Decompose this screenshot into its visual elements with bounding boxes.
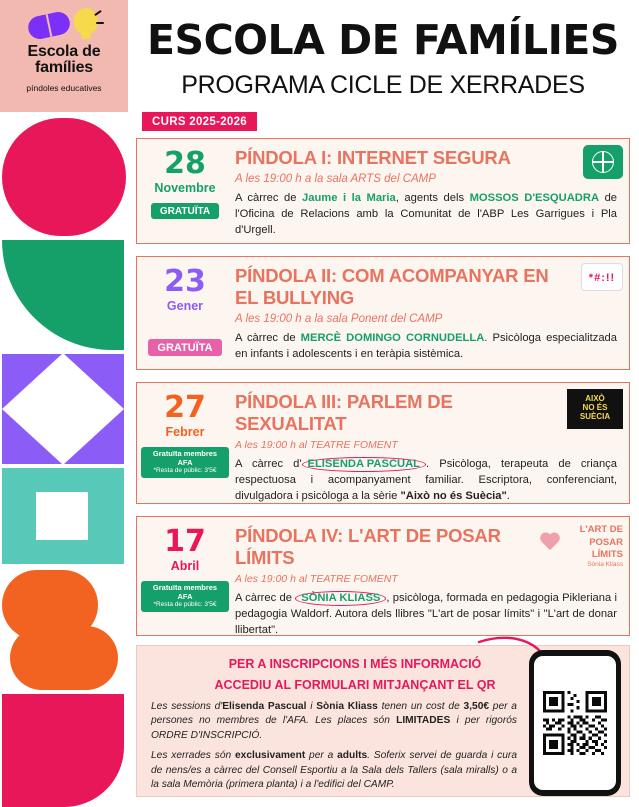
session-card-4[interactable] <box>136 516 630 636</box>
session-3-date <box>137 383 233 503</box>
phone-mockup <box>529 650 621 796</box>
session-3-when: A les 19:00 h al TEATRE FOMENT <box>235 439 398 451</box>
session-3-day: 27 <box>164 390 206 425</box>
aixo-no-es-suecia-cover: AIXÒ NO ÉS SUÈCIA <box>567 389 623 429</box>
session-1-day: 28 <box>164 146 206 181</box>
session-2-title: PÍNDOLA II: COM ACOMPANYAR EN EL BULLYING <box>235 265 549 308</box>
lightbulb-icon <box>74 8 98 34</box>
session-4-description: A càrrec de SÒNIA KLIASS , psicòloga, formada en pedagogia Pikleriana i pedagogia Waldorf. Autora dels llibres "L'art de posar límits" i "L'art de donar llibertat". <box>235 592 617 636</box>
logo-subtitle: píndoles educatives <box>26 82 102 93</box>
decoration-purple-bowtie <box>0 354 128 464</box>
footer-paragraph-1: Les sessions d'Elisenda Pascual i Sònia Kliass tenen un cost de 3,50€ per a persones no membres de l'AFA. Les places són LIMITADES i per rigorós ORDRE D'INSCRIPCIÓ. <box>151 700 517 741</box>
session-card-2[interactable] <box>136 256 630 370</box>
session-4-speaker: SÒNIA KLIASS <box>295 591 386 606</box>
bullying-icon: *#:!! <box>581 263 623 291</box>
session-3-book: "Això no és Suècia" <box>400 489 507 502</box>
globe-icon <box>583 145 623 179</box>
session-1-title: PÍNDOLA I: INTERNET SEGURA <box>235 147 511 168</box>
session-2-description: A càrrec de MERCÈ DOMINGO CORNUDELLA. Psicòloga especialitzada en infants i adolescents i en teràpia sistèmica. <box>235 332 617 360</box>
left-decorative-column <box>0 0 128 807</box>
session-3-month: Febrer <box>165 425 205 439</box>
session-card-1[interactable] <box>136 138 630 244</box>
session-1-when: A les 19:00 h a la sala ARTS del CAMP <box>235 173 436 185</box>
footer-title-line1: PER A INSCRIPCIONS I MÉS INFORMACIÓ <box>228 657 482 671</box>
session-3-price-tag: Gratuïta membres AFA *Resta de públic: 3'5€ <box>141 447 229 478</box>
decoration-magenta-block <box>0 694 128 807</box>
session-2-date <box>137 257 233 369</box>
session-1-speaker: Jaume i la Maria <box>302 192 396 204</box>
page-subtitle: PROGRAMA CICLE DE XERRADES <box>181 71 585 99</box>
heart-icon <box>539 533 561 553</box>
session-2-price-tag: GRATUÏTA <box>148 339 221 356</box>
ray-icon <box>96 22 104 24</box>
session-4-date <box>137 517 233 635</box>
session-4-when: A les 19:00 h al TEATRE FOMENT <box>235 573 398 585</box>
footer-title-line2: ACCEDIU AL FORMULARI MITJANÇANT EL QR <box>214 677 496 692</box>
session-3-speaker: ELISENDA PASCUAL <box>302 457 427 472</box>
session-1-price-tag: GRATUÏTA <box>151 203 219 219</box>
logo-title-line2: famílies <box>35 59 93 77</box>
qr-code[interactable] <box>543 691 607 755</box>
session-4-price-tag: Gratuïta membres AFA *Resta de públic: 3'5€ <box>141 581 229 612</box>
logo-title-line1: Escola de <box>27 43 101 60</box>
decoration-green-quarter <box>0 240 128 350</box>
session-2-month: Gener <box>166 299 204 313</box>
pill-icon <box>26 10 72 41</box>
session-2-speaker: MERCÈ DOMINGO CORNUDELLA <box>300 332 485 344</box>
page-title: ESCOLA DE FAMÍLIES <box>147 16 619 64</box>
course-badge: CURS 2025-2026 <box>142 112 257 131</box>
session-1-date <box>137 139 233 243</box>
registration-footer <box>136 645 630 797</box>
session-card-3[interactable] <box>136 382 630 504</box>
logo-icon <box>28 8 100 42</box>
session-4-day: 17 <box>164 524 206 559</box>
session-1-org: MOSSOS D'ESQUADRA <box>469 192 600 204</box>
session-2-when: A les 19:00 h a la sala Ponent del CAMP <box>235 313 443 325</box>
session-3-title: PÍNDOLA III: PARLEM DE SEXUALITAT <box>235 391 453 434</box>
decoration-orange-circles <box>0 570 128 690</box>
poster-header <box>136 14 630 131</box>
session-1-description: A càrrec de Jaume i la Maria, agents dels MOSSOS D'ESQUADRA de l'Oficina de Relacions amb la Comunitat de l'ABP Les Garrigues i Pla d'Urgell. <box>235 192 618 236</box>
session-3-description: A càrrec d' ELISENDA PASCUAL . Psicòloga, terapeuta de criança respectuosa i acompanyament familiar. Escriptora, conferenciant, divulgadora i psicòloga a la sèrie "Això no és Suècia". <box>235 458 617 502</box>
session-2-day: 23 <box>164 264 206 299</box>
decoration-teal-frame <box>0 468 128 564</box>
session-1-month: Novembre <box>154 181 216 195</box>
footer-paragraph-2: Les xerrades són exclusivament per a adults. Soferix servei de guarda i cura de nens/es a càrrec del Consell Esportiu a la Sala dels Tallers (sala miralls) o a la sala Memòria (primera planta) i a l'edifici del CAMP. <box>151 750 517 791</box>
ray-icon <box>94 10 102 16</box>
lart-de-posar-limits-cover: L'ART DE POSAR LÍMITS Sònia Kliass <box>537 523 623 567</box>
session-4-month: Abril <box>170 559 200 573</box>
logo-block <box>0 0 128 112</box>
decoration-pink-halves <box>0 118 128 236</box>
session-4-title: PÍNDOLA IV: L'ART DE POSAR LÍMITS <box>235 525 501 568</box>
